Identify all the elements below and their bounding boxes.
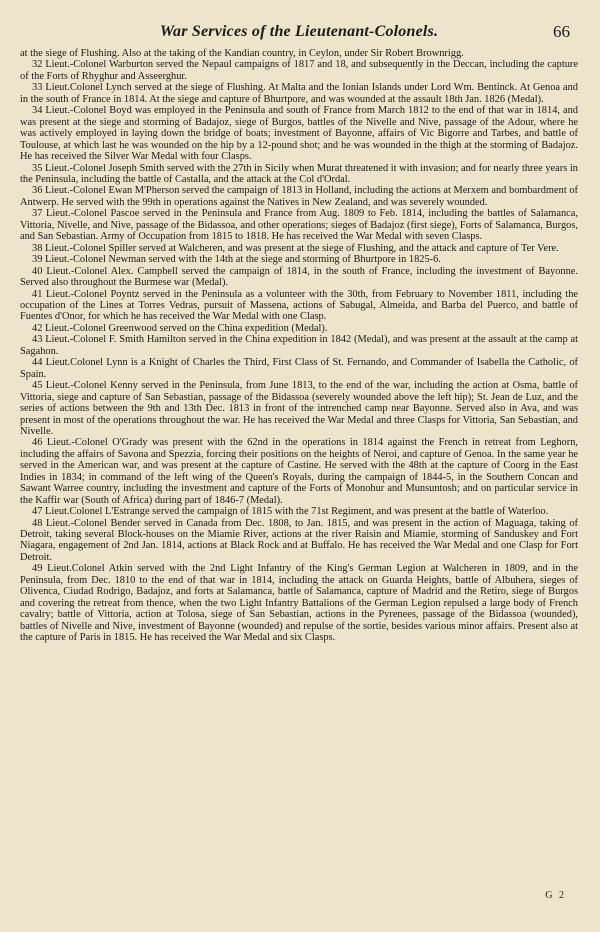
body-text: [20, 48, 578, 644]
paragraph-41: 41 Lieut.-Colonel Poyntz served in the Peninsula as a volunteer with the 30th, from February to November 1811, including the occupation of the Lines at Torres Vedras, pursuit of Massena, actions of Sabugal, Almeida, and Barba del Puerco, and battle of Fuentes d'Onor, for which he has received the War Medal with one Clasp.: [20, 288, 578, 323]
paragraph-44: 44 Lieut.Colonel Lynn is a Knight of Charles the Third, First Class of St. Fernando, and Commander of Isabella the Catholic, of Spain.: [20, 357, 578, 380]
paragraph-33: 33 Lieut.Colonel Lynch served at the siege of Flushing. At Malta and the Ionian Islands under Lord Wm. Bentinck. At Genoa and in the south of France in 1814. At the siege and capture of Bhurtpore, and was wounded at the assault 18th Jan. 1826 (Medal).: [20, 82, 578, 105]
paragraph-43: 43 Lieut.-Colonel F. Smith Hamilton served in the China expedition in 1842 (Medal), and was present at the assault at the camp at Sagahon.: [20, 334, 578, 357]
paragraph-38: 38 Lieut.-Colonel Spiller served at Walcheren, and was present at the siege of Flushing, and the attack and capture of Ter Vere.: [32, 242, 559, 254]
paragraph-39: 39 Lieut.-Colonel Newman served with the 14th at the siege and storming of Bhurtpore in 1825-6.: [32, 254, 441, 266]
paragraph-42: 42 Lieut.-Colonel Greenwood served on the China expedition (Medal).: [32, 322, 328, 334]
paragraph-37: 37 Lieut.-Colonel Pascoe served in the Peninsula and France from Aug. 1809 to Feb. 1814, including the battles of Salamanca, Vittoria, Nivelle, and Nive, passage of the Bidassoa, and other operations; sieges of Badajoz (first siege), Forts of Salamanca, Burgos, and San Sebastian. Army of Occupation from 1815 to 1818. He has received the War Medal with seven Clasps.: [20, 208, 578, 243]
paragraph-34: 34 Lieut.-Colonel Boyd was employed in the Peninsula and south of France from March 1812 to the end of that war in 1814, and was present at the siege and storming of Badajoz, siege of Burgos, battles of the Nivelle and Nive, passage of the Adour, where he was actively employed in laying down the bridge of boats; investment of Bayonne, affairs of Vic Bigorre and Tarbes, and battle of Toulouse, at which last he was wounded on the hip by a 12-pound shot; and he was wounded in the thigh at the storming of Badajoz. He has received the Silver War Medal with four Clasps.: [20, 105, 578, 163]
paragraph-46: 46 Lieut.-Colonel O'Grady was present with the 62nd in the operations in 1814 against the French in retreat from Leghorn, including the affairs of Savona and Spezzia, forcing their positions on the heights of Neroi, and capture of Genoa. In the same year he served in the American war, and was present at the capture of Castine. He served with the 48th at the capture of Coorg in the East Indies in 1834; in command of the left wing of the Queen's Royals, during the campaign of 1844-5, in the Southern Concan and Sawant Warree country, including the investment and capture of the Forts of Monohur and Munsuntosh; and on particular service in the Kaffir war (South of Africa) during part of 1846-7 (Medal).: [20, 437, 578, 506]
page-number: 66: [553, 22, 570, 41]
paragraph-47: 47 Lieut.Colonel L'Estrange served the campaign of 1815 with the 71st Regiment, and was present at the battle of Waterloo.: [32, 506, 549, 518]
paragraph-48: 48 Lieut.-Colonel Bender served in Canada from Dec. 1808, to Jan. 1815, and was present in the action of Maguaga, taking of Detroit, taking several Block-houses on the Miamie River, actions at the river Raisin and Miamie, storming of Sanduskey and Fort Niagara, engagement of 2nd Jan. 1814, actions at Black Rock and at Buffalo. He has received the War Medal and one Clasp for Fort Detroit.: [20, 517, 578, 563]
paragraph-32: 32 Lieut.-Colonel Warburton served the Nepaul campaigns of 1817 and 18, and subsequently in the Deccan, including the capture of the Forts of Rhyghur and Asseerghur.: [20, 59, 578, 82]
paragraph-45: 45 Lieut.-Colonel Kenny served in the Peninsula, from June 1813, to the end of the war, including the action at Osma, battle of Vittoria, siege and capture of San Sebastian, passage of the Bidassoa (severely wounded above the left hip); St. Jean de Luz, and the series of actions between the 9th and 13th Dec. 1813 in front of the intrenched camp near Bayonne. Served also in Ava, and was present in most of the operations throughout the war. He has received the War Medal and three Clasps for Vittoria, San Sebastian, and Nivelle.: [20, 380, 578, 437]
paragraph-continuation: at the siege of Flushing. Also at the taking of the Kandian country, in Ceylon, under Sir Robert Brownrigg.: [20, 48, 464, 59]
paragraph-40: 40 Lieut.-Colonel Alex. Campbell served the campaign of 1814, in the south of France, including the investment of Bayonne. Served also throughout the Burmese war (Medal).: [20, 265, 578, 289]
running-header: [20, 22, 578, 48]
signature-mark: G 2: [545, 890, 566, 901]
paragraph-35: 35 Lieut.-Colonel Joseph Smith served with the 27th in Sicily when Murat threatened it with invasion; and for nearly three years in the Peninsula, including the battle of Castalla, and the attack at the Col d'Ordal.: [20, 162, 578, 185]
paragraph-36: 36 Lieut.-Colonel Ewan M'Pherson served the campaign of 1813 in Holland, including the actions at Merxem and bombardment of Antwerp. He served with the 99th in operations against the Natives in New Zealand, and was severely wounded.: [20, 185, 578, 208]
paragraph-49: 49 Lieut.Colonel Atkin served with the 2nd Light Infantry of the King's German Legion at Walcheren in 1809, and in the Peninsula, from Dec. 1810 to the end of that war in 1814, including the attack on Guarda Heights, battle of Albuhera, sieges of Olivenca, Ciudad Rodrigo, Badajoz, and forts at Salamanca, battle of Salamanca, capture of Madrid and the Retiro, siege of Burgos and covering the retreat from thence, when the two Light Infantry Battalions of the German Legion repulsed a large body of French cavalry; battle of Vittoria, action at Tolosa, siege of San Sebastian, actions in the Pyrenees, passage of the Bidassoa (wounded), battles of Nivelle and Nive, investment of Bayonne (wounded) and repulse of the sortie, besides various minor affairs. Present also at the capture of Paris in 1815. He has received the War Medal and six Clasps.: [20, 563, 578, 644]
page-title: War Services of the Lieutenant-Colonels.: [159, 23, 439, 40]
